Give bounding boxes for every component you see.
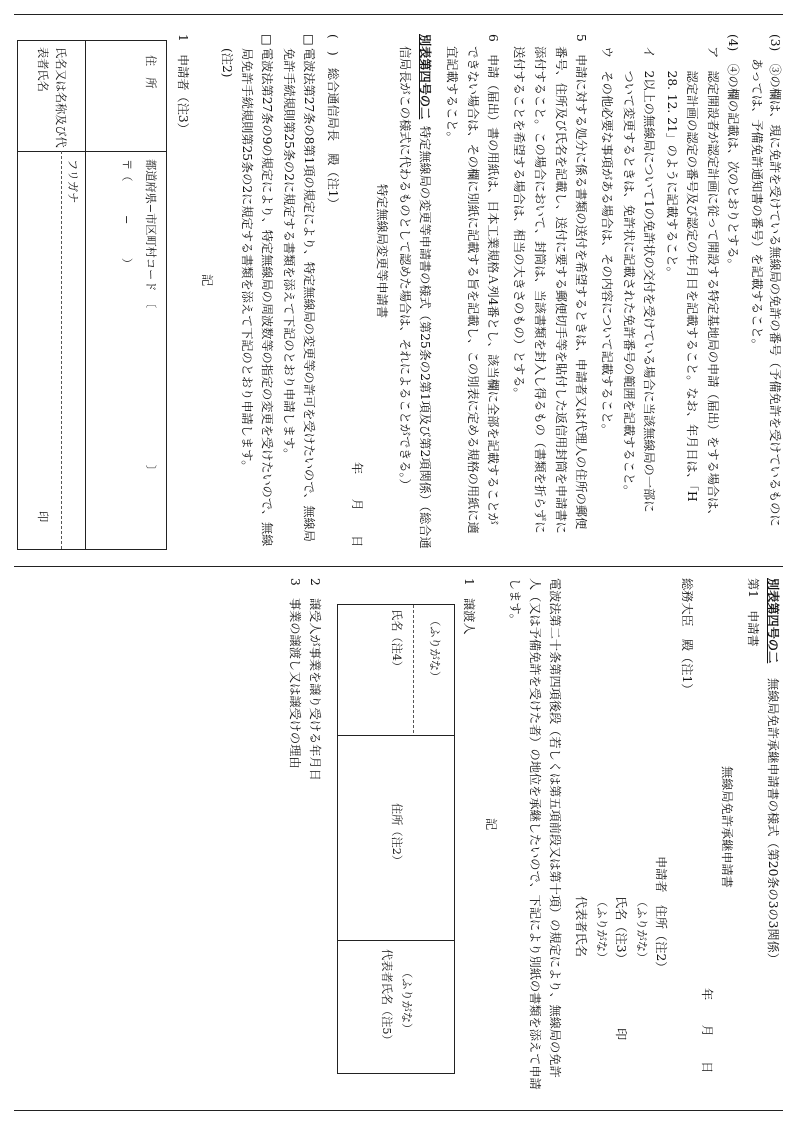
seal-mark: 印 <box>614 1028 628 1041</box>
name-label: 表者氏名 <box>36 47 49 92</box>
part-heading: 第1 申請書 <box>746 578 760 647</box>
annex-caption: 無線局免許承継申請書の様式（第20条の3の3関係） <box>766 678 780 965</box>
note-line: 5 申請に対する処分に係る書類の送付を希望するときは、申請者又は代理人の住所の郵便 <box>574 34 588 530</box>
note-line: (4) ④の欄の記載は、次のとおりとする。 <box>726 34 740 271</box>
date-field: 年 月 日 <box>350 462 364 548</box>
middle-rule <box>14 566 783 567</box>
postal-code-field[interactable]: 〒（ − ） <box>120 159 133 270</box>
furigana-label: フリガナ <box>66 159 79 204</box>
note-line: (3) ③の欄は、現に免許を受けている無線局の免許の番号（予備免許を受けているものに <box>768 34 782 527</box>
annex-caption: 特定無線局の変更等申請書の様式（第25条の2第1項及び第2項関係）（総合通 <box>418 126 432 549</box>
note-line: イ 2以上の無線局について1の免許状の交付を受けている場合に当該無線局の一部に <box>642 34 656 513</box>
item-transferor: 1 譲渡人 <box>462 578 476 635</box>
request-line: 電波法第27条の9の規定により、特定無線局の周波数等の指定の変更を受けたいので、無線 <box>260 48 274 547</box>
annex-label: 別表第四号の二 <box>766 578 780 664</box>
representative-name: 代表者氏名 <box>574 896 588 957</box>
date-field: 年 月 日 <box>700 988 714 1074</box>
addressee: 総務大臣 殿（注1） <box>680 578 694 696</box>
addressee: ( ) 総合通信局長 殿（注1） <box>326 34 340 210</box>
annex-caption-cont: 信局長がこの様式に代わるものとして認めた場合は、それによることができる。） <box>398 46 412 491</box>
top-rule <box>14 14 783 15</box>
top-section <box>0 16 797 564</box>
ki-mark: 記 <box>484 818 498 831</box>
applicant-address: 申請者 住所（注2） <box>654 856 668 974</box>
top-rotated-canvas <box>13 34 783 564</box>
bottom-section <box>0 568 797 1108</box>
address-label: 住所（注2） <box>390 803 403 867</box>
table-divider <box>413 605 414 733</box>
note-line: ついて変更するときは、免許状に記載された免許番号の範囲を記載すること。 <box>622 34 636 498</box>
table-divider <box>18 151 166 152</box>
form-title: 無線局免許承継申請書 <box>720 766 734 888</box>
applicant-table <box>17 40 167 550</box>
applicant-name: 氏名（注3） <box>614 896 628 965</box>
request-line: 電波法第27条の8第1項の規定により、特定無線局の変更等の許可を受けたいので、無線局 <box>302 48 316 542</box>
pref-code-field[interactable]: 都道府県−市区町村コード 〔 〕 <box>144 159 157 477</box>
ki-mark: 記 <box>200 274 214 287</box>
checkbox[interactable]: □ <box>302 34 316 46</box>
table-divider <box>338 735 454 736</box>
body-text: します。 <box>508 578 522 626</box>
table-divider <box>61 151 62 549</box>
body-text: 電波法第二十条第四項後段（若しくは第五項前段又は第十項）の規定により、無線局の免許 <box>548 578 562 1078</box>
item-transfer-reason: 3 事業の譲渡し又は譲受けの理由 <box>288 578 302 769</box>
request-line: 局免許手続規則第25条の2に規定する書類を添えて下記のとおり申請します。 <box>240 48 254 473</box>
item-transfer-date: 2 譲受人が事業を譲り受ける年月日 <box>308 578 322 781</box>
note-line: 28. 12. 21」のように記載すること。 <box>665 34 679 279</box>
section-applicant: 1 申請者（注3） <box>176 34 190 135</box>
note-line: 認定計画の認定の番号及び認定の年月日を記載すること。なお、年月日は、「H <box>685 34 699 502</box>
furigana-label: （ふりがな） <box>428 615 441 683</box>
note-line: できない場合は、その欄に別紙に記載する旨を記載し、この別表に定める規格の用紙に適 <box>466 34 480 534</box>
name-label: 氏名又は名称及び代 <box>54 47 67 148</box>
note-ref: (注2) <box>220 48 234 78</box>
note-line: あっては、予備免許通知書の番号）を記載すること。 <box>750 34 764 351</box>
note-line: ア 認定開設者が認定計画に従って開設する特定基地局の申請（届出）をする場合は、 <box>706 34 720 522</box>
form-title: 特定無線局変更等申請書 <box>375 184 389 319</box>
furigana-label: （ふりがな） <box>635 896 648 964</box>
furigana-label: （ふりがな） <box>595 896 608 964</box>
note-line: 6 申請（届出）書の用紙は、日本工業規格Ａ列4番とし、該当欄に全部を記載することが <box>486 34 500 525</box>
body-text: 人（又は予備免許を受けた者）の地位を承継したいので、下記により別紙の書類を添えて申請 <box>528 578 542 1090</box>
name-label: 氏名（注4） <box>390 609 403 673</box>
request-line: 免許手続規則第25条の2に規定する書類を添えて下記のとおり申請します。 <box>282 48 296 461</box>
furigana-label: （ふりがな） <box>400 967 413 1035</box>
seal-mark: 印 <box>36 511 49 523</box>
note-line: ウ その他必要な事項がある場合は、その内容について記載すること。 <box>600 34 614 436</box>
address-label: 住 所 <box>144 55 157 89</box>
table-divider <box>338 940 454 941</box>
note-line: 送付することを希望する場合は、相当の大きさのもの）とする。 <box>512 34 526 400</box>
note-line: 宜記載すること。 <box>445 34 459 144</box>
bottom-rotated-canvas <box>13 578 783 1108</box>
bottom-rule <box>14 1110 783 1111</box>
rep-name-label: 代表者氏名（注5） <box>380 949 393 1046</box>
note-line: 添付すること。この場合において、封筒は、当該書類を封入し得るもの（書類を折らずに <box>533 34 547 534</box>
annex-label: 別表第四号の二 <box>418 34 432 120</box>
note-line: 番号、住所及び氏名を記載し、送付に要する郵便切手等を貼付した返信用封筒を申請書に <box>554 34 568 534</box>
table-divider <box>85 41 86 549</box>
transferor-table <box>337 604 455 1074</box>
checkbox[interactable]: □ <box>260 34 274 46</box>
